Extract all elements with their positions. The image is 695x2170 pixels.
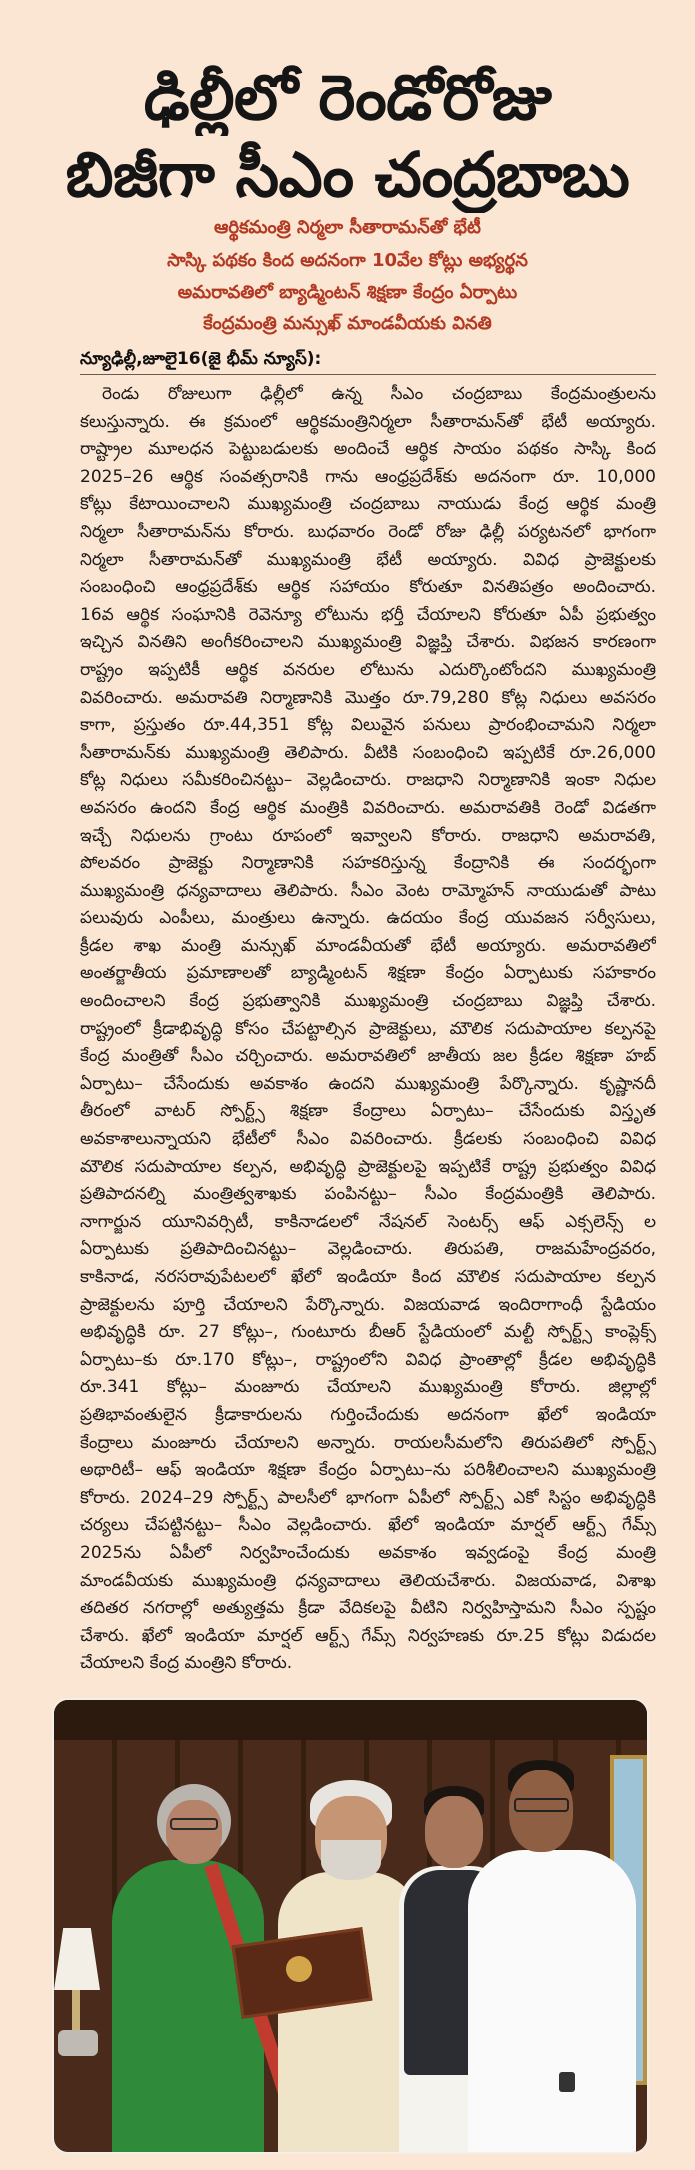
body-line: క్రీడల శాఖ మంత్రి మన్సుఖ్ మాండవీయతో భేటీ అయ్యారు. అమరావతిలో: [80, 935, 656, 956]
body-line: కోట్ల నిధులు సమీకరించినట్టు– వెల్లడించారు. రాజధాని నిర్మాణానికి ఇంకా నిధుల: [80, 770, 656, 791]
subheadline: సాస్కి పథకం కింద అదనంగా 10వేల కోట్లు అభ్యర్థన: [167, 250, 528, 271]
body-line: చేశారు. ఖేలో ఇండియా మార్షల్ ఆర్ట్స్ గేమ్స్ నిర్వహణకు రూ.25 కోట్లు విడుదల: [80, 1625, 656, 1646]
body-line: తీరంలో వాటర్ స్పోర్ట్స్ శిక్షణా కేంద్రాలు ఏర్పాటు– చేసేందుకు విస్తృత: [80, 1101, 656, 1122]
body-line: 16వ ఆర్థిక సంఘానికి రెవెన్యూ లోటును భర్తీ చేయాలని కోరుతూ ఏపీ ప్రభుత్వం: [80, 604, 656, 625]
dateline: న్యూఢిల్లీ,జూలై16(జై భీమ్ న్యూస్):: [80, 349, 322, 369]
body-line: ప్రాజెక్టులను పూర్తి చేయాలని పేర్కొన్నారు. విజయవాడ ఇందిరాగాంధీ స్టేడియం: [80, 1294, 656, 1315]
photo-wood-ceiling: [54, 1700, 647, 1740]
body-line: కాగా, ప్రస్తుతం రూ.44,351 కోట్ల విలువైన పనులు ప్రారంభించామని నిర్మలా: [80, 715, 656, 736]
body-line: అవసరం ఉందని కేంద్ర ఆర్థిక మంత్రికి వివరించారు. అమరావతికి రెండో విడతగా: [80, 797, 656, 818]
body-line: ప్రతిభావంతులైన క్రీడాకారులను గుర్తించేందుకు అదనంగా ఖేలో ఇండియా: [80, 1404, 656, 1425]
article-body: [80, 381, 656, 1679]
body-line: అథారిటీ– ఆఫ్ ఇండియా శిక్షణా కేంద్రం ఏర్పాటు–ను పరిశీలించాలని ముఖ్యమంత్రి: [80, 1460, 656, 1481]
body-line: కేంద్ర మంత్రితో సీఎం చర్చించారు. అమరావతిలో జాతీయ జల క్రీడల శిక్షణా హబ్: [80, 1046, 656, 1067]
photo-man-beard: [321, 1840, 381, 1880]
photo-lamp-shade: [54, 1928, 100, 1990]
subheadline: ఆర్థికమంత్రి నిర్మలా సీతారామన్‌తో భేటీ: [214, 217, 481, 238]
body-line: రాష్ట్రాల మూలధన పెట్టుబడులకు అందించే ఆర్థిక సాయం పథకం సాస్కి కింద: [80, 439, 656, 460]
headline-line-1: ఢిల్లీలో రెండోరోజు: [143, 61, 552, 134]
body-line: ఇచ్చిన వినతిని అంగీకరించాలని ముఖ్యమంత్రి విజ్ఞప్తి చేశారు. విభజన కారణంగా: [80, 632, 656, 653]
body-line: చేయాలని కేంద్ర మంత్రిని కోరారు.: [80, 1653, 293, 1674]
body-line: 2025ను ఏపీలో నిర్వహించేందుకు అవకాశం ఇవ్వడంపై కేంద్ర మంత్రి: [80, 1542, 656, 1563]
photo-desk-phone: [58, 2030, 98, 2056]
body-line: కేంద్రాలు మంజూరు చేయాలని అన్నారు. రాయలసీమలోని తిరుపతిలో స్పోర్ట్స్: [80, 1432, 656, 1453]
divider-rule: [80, 374, 656, 375]
body-line: అవకాశాలున్నాయని భేటీలో సీఎం వివరించారు. క్రీడలకు సంబంధించి వివిధ: [80, 1129, 656, 1150]
body-line: రెండు రోజులుగా ఢిల్లీలో ఉన్న సీఎం చంద్రబాబు కేంద్రమంత్రులను: [102, 384, 656, 404]
body-line: కలుస్తున్నారు. ఈ క్రమంలో ఆర్థికమంత్రినిర్మలా సీతారామన్‌తో భేటీ అయ్యారు.: [80, 411, 656, 432]
subheadline: అమరావతిలో బ్యాడ్మింటన్ శిక్షణా కేంద్రం ఏర్పాటు: [177, 282, 518, 303]
body-line: కాకినాడ, నరసరావుపేటలలో ఖేలో ఇండియా కింద మౌలిక సదుపాయాల కల్పన: [80, 1267, 656, 1287]
body-line: నిర్మలా సీతారామన్‌ను కోరారు. బుధవారం రెండో రోజు ఢిల్లీ పర్యటనలో భాగంగా: [80, 521, 656, 542]
photo-man-glasses: [514, 1798, 569, 1812]
body-line: ముఖ్యమంత్రి ధన్యవాదాలు తెలిపారు. సీఎం వెంట రామ్మోహన్ నాయుడుతో పాటు: [80, 880, 656, 901]
body-line: మాండవీయకు ముఖ్యమంత్రి ధన్యవాదాలు తెలియచేశారు. విజయవాడ, విశాఖ: [80, 1570, 656, 1591]
body-line: చర్యలు చేపట్టినట్టు– సీఎం వెల్లడించారు. ఖేలో ఇండియా మార్షల్ ఆర్ట్స్ గేమ్స్: [80, 1515, 656, 1536]
body-line: అభివృద్ధికి రూ. 27 కోట్లు–, గుంటూరు బీఆర్ స్టేడియంలో మల్టీ స్పోర్ట్స్ కాంప్లెక్స్: [80, 1322, 656, 1343]
body-line: ఏర్పాటు–కు రూ.170 కోట్లు–, రాష్ట్రంలోని వివిధ ప్రాంతాల్లో క్రీడల అభివృద్ధికి: [80, 1349, 656, 1370]
body-line: వివరించారు. అమరావతి నిర్మాణానికి మొత్తం రూ.79,280 కోట్ల నిధులు అవసరం: [80, 687, 656, 708]
subheadline: కేంద్రమంత్రి మన్సుఖ్ మాండవీయకు వినతి: [203, 313, 492, 334]
photo-wrist-watch: [559, 2072, 575, 2092]
body-line: ఏర్పాటుకు ప్రతిపాదించినట్టు– వెల్లడించారు. తిరుపతి, రాజమహేంద్రవరం,: [80, 1239, 656, 1260]
news-photo: [52, 1698, 649, 2154]
photo-man-face: [425, 1796, 483, 1868]
body-line: రాష్ట్రం ఇప్పటికీ ఆర్థిక వనరుల లోటును ఎదుర్కొంటోందని ముఖ్యమంత్రి: [80, 659, 656, 680]
body-line: సీతారామన్‌కు ముఖ్యమంత్రి తెలిపారు. వీటికి సంబంధించి ఇప్పటికే రూ.26,000: [80, 742, 656, 763]
body-line: తదితర నగరాల్లో అత్యుత్తమ క్రీడా వేదికలపై వీటిని నిర్వహిస్తామని సీఎం స్పష్టం: [80, 1598, 656, 1619]
photo-woman-face: [166, 1800, 222, 1864]
body-line: ప్రతిపాదనల్ని మంత్రిత్వశాఖకు పంపినట్టు– సీఎం కేంద్రమంత్రికి తెలిపారు.: [80, 1184, 656, 1205]
body-line: మౌలిక సదుపాయాల కల్పన, అభివృద్ధి ప్రాజెక్టులపై ఇప్పటికే రాష్ట్ర ప్రభుత్వం వివిధ: [80, 1156, 656, 1177]
body-line: రాష్ట్రంలో క్రీడాభివృద్ధి కోసం చేపట్టాల్సిన ప్రాజెక్టులు, మౌలిక సదుపాయాల కల్పనపై: [80, 1018, 656, 1039]
body-line: అంతర్జాతీయ ప్రమాణాలతో బ్యాడ్మింటన్ శిక్షణా కేంద్రం ఏర్పాటుకు సహకారం: [80, 963, 656, 984]
photo-man-white-shirt: [468, 1850, 636, 2152]
body-line: కోరారు. 2024–29 స్పోర్ట్స్ పాలసీలో భాగంగా ఏపీలో స్పోర్ట్స్ ఎకో సిస్టం అభివృద్ధికి: [80, 1487, 656, 1508]
photo-box-emblem: [286, 1956, 312, 1982]
body-line: ఇచ్చే నిధులను గ్రాంటు రూపంలో ఇవ్వాలని కోరారు. రాజధాని అమరావతి,: [80, 825, 656, 846]
body-line: పోలవరం ప్రాజెక్టు నిర్మాణానికి సహకరిస్తున్న కేంద్రానికి ఈ సందర్భంగా: [80, 853, 656, 874]
body-line: ఏర్పాటు– చేసేందుకు అవకాశం ఉందని ముఖ్యమంత్రి పేర్కొన్నారు. కృష్ణానదీ: [80, 1073, 656, 1094]
body-line: సంబంధించి ఆంధ్రప్రదేశ్‌కు ఆర్థిక సహాయం కోరుతూ వినతిపత్రం అందించారు.: [80, 577, 656, 598]
body-line: నిర్మలా సీతారామన్‌తో ముఖ్యమంత్రి భేటీ అయ్యారు. వివిధ ప్రాజెక్టులకు: [80, 549, 656, 570]
body-line: పలువురు ఎంపీలు, మంత్రులు ఉన్నారు. ఉదయం కేంద్ర యువజన సర్వీసులు,: [80, 908, 656, 929]
headline-line-2: బిజీగా సీఎం చంద్రబాబు: [65, 138, 630, 211]
body-line: రూ.341 కోట్లు– మంజూరు చేయాలని ముఖ్యమంత్రి కోరారు. జిల్లాల్లో: [80, 1377, 656, 1398]
body-line: కోట్లు కేటాయించాలని ముఖ్యమంత్రి చంద్రబాబు నాయుడు కేంద్ర ఆర్థిక మంత్రి: [80, 494, 656, 515]
body-line: అందించాలని కేంద్ర ప్రభుత్వానికి ముఖ్యమంత్రి చంద్రబాబు విజ్ఞప్తి చేశారు.: [80, 991, 656, 1012]
body-line: నాగార్జున యూనివర్సిటీ, కాకినాడలలో నేషనల్ సెంటర్స్ ఆఫ్ ఎక్సలెన్స్ ల: [80, 1211, 656, 1232]
photo-woman-glasses: [170, 1818, 218, 1830]
body-line: 2025–26 ఆర్థిక సంవత్సరానికి గాను ఆంధ్రప్రదేశ్‌కు అదనంగా రూ. 10,000: [80, 466, 656, 487]
